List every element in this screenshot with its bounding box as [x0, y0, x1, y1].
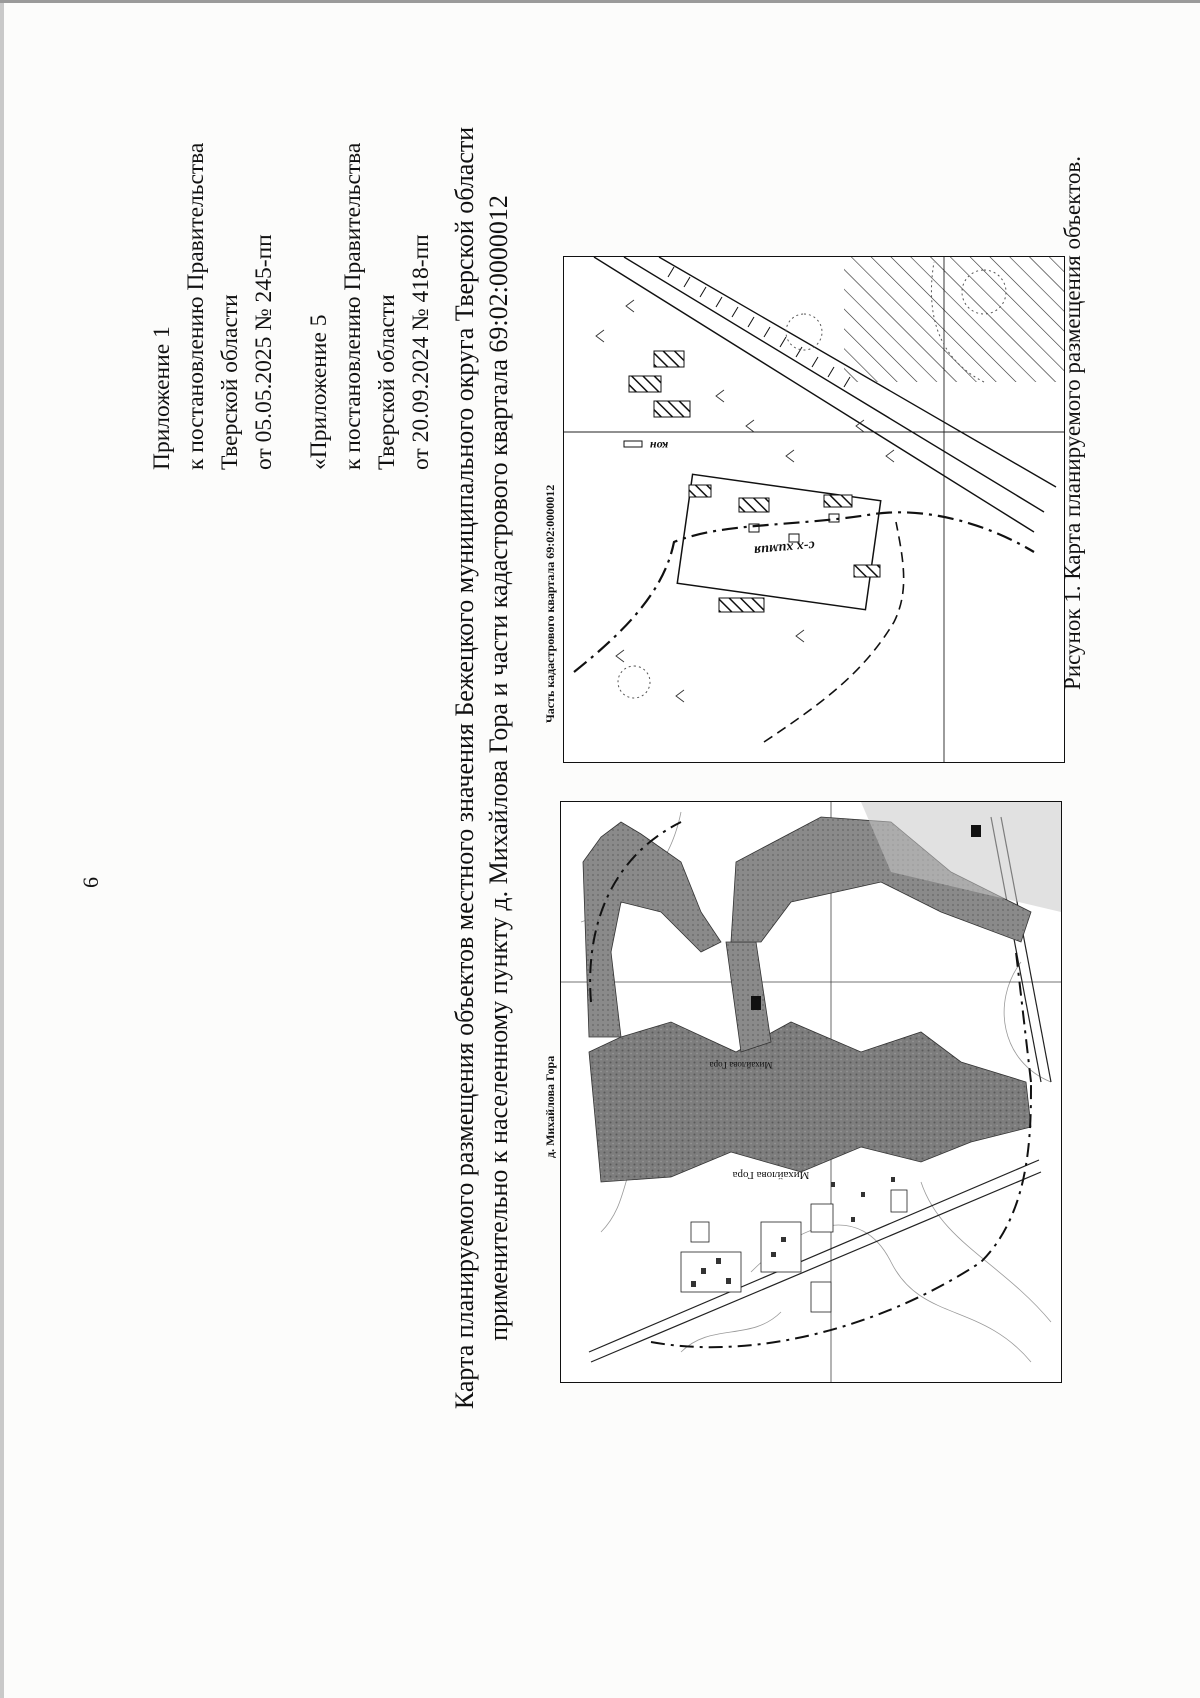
page-number: 6	[78, 877, 103, 888]
object-marker	[971, 825, 981, 837]
settlement-label: Михайлова Гора	[732, 1169, 810, 1181]
heading-line: Карта планируемого размещения объектов местного значения Бежецкого муниципального округа Тверской области	[450, 126, 479, 1410]
figure-caption: Рисунок 1. Карта планируемого размещения объектов.	[1060, 156, 1085, 690]
cadastral-map	[563, 256, 1065, 763]
right-map-title: Часть кадастрового квартала 69:02:0000012	[543, 484, 557, 723]
planning-boundary	[574, 512, 1034, 672]
planned-zone-corridor	[726, 942, 771, 1052]
appendix-previous-line: к постановлению Правительства	[340, 142, 366, 470]
appendix-current-line: от 05.05.2025 № 245-пп	[251, 234, 277, 470]
object-marker	[751, 996, 761, 1010]
appendix-previous-line: от 20.09.2024 № 418-пп	[408, 234, 434, 470]
settlement-map	[560, 801, 1062, 1383]
appendix-current-line: к постановлению Правительства	[183, 142, 209, 470]
appendix-current-line: Тверской области	[217, 294, 243, 470]
appendix-previous-line: «Приложение 5	[306, 314, 332, 470]
appendix-current-line: Приложение 1	[149, 326, 175, 470]
field-marker	[624, 441, 642, 447]
appendix-previous-line: Тверской области	[374, 294, 400, 470]
heading-line: применительно к населенному пункту д. Михайлова Гора и части кадастрового квартала 69:02:0000012	[484, 195, 513, 1341]
hatched-field	[844, 257, 1064, 382]
facility-label: с-х химия	[753, 537, 816, 558]
planned-zone-northeast	[583, 822, 721, 1037]
appendix-previous-block	[302, 30, 438, 470]
document-heading	[448, 68, 516, 1468]
railway-ticks	[668, 267, 850, 387]
planned-zone-main	[589, 1022, 1031, 1182]
left-map-title: д. Михайлова Гора	[543, 1055, 557, 1158]
cadastral-map-drawing	[564, 257, 1064, 762]
field-label: кон	[649, 439, 669, 453]
settlement-buildings	[681, 1190, 907, 1312]
settlement-map-drawing	[561, 802, 1061, 1382]
settlement-label: Михайлова Гора	[709, 1060, 773, 1070]
appendix-current-block	[145, 30, 281, 470]
